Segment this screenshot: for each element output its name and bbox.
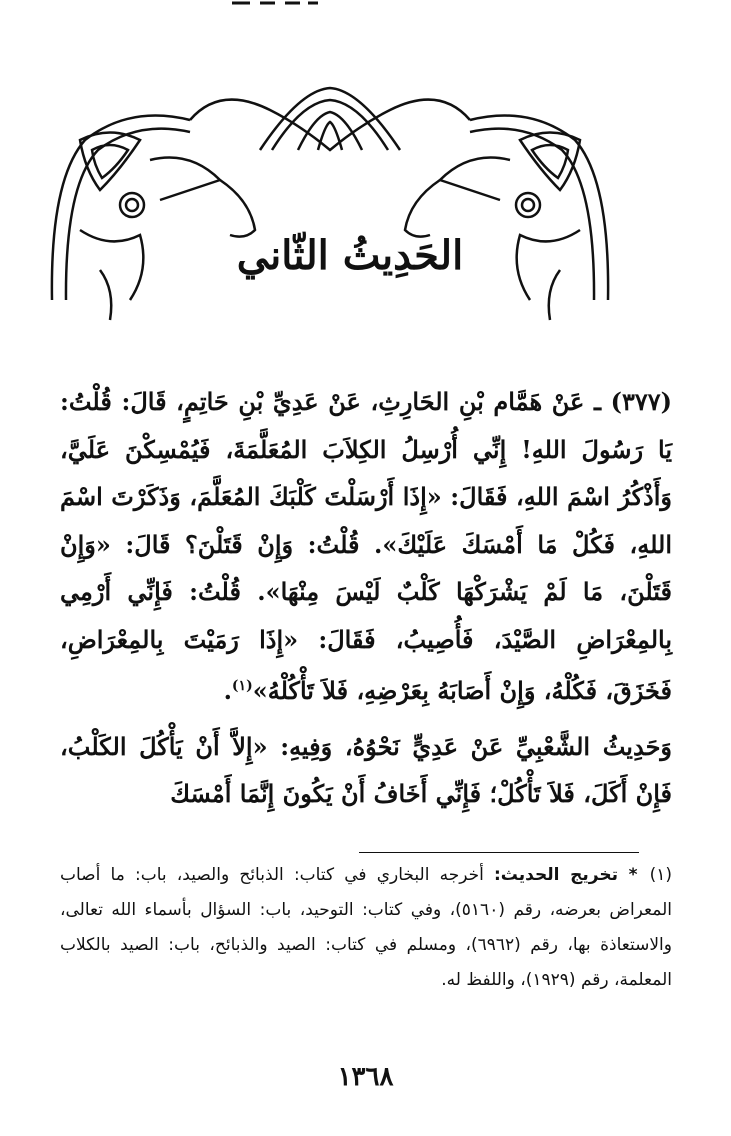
arabesque-frame-icon	[40, 70, 640, 330]
page-number: ١٣٦٨	[337, 1062, 394, 1092]
hadith-number: (٣٧٧)	[610, 387, 672, 416]
hadith-text: ـ عَنْ هَمَّام بْنِ الحَارِثِ، عَنْ عَدِيِّ بْنِ حَاتِمٍ، قَالَ: قُلْتُ: يَا رَسُولَ اللهِ! إِنِّي أُرْسِلُ الكِلاَبَ المُعَلَّمَةَ، فَيُمْسِكْنَ عَلَيَّ، وَأَذْكُرُ اسْمَ اللهِ، فَقَالَ: «إِذَا أَرْسَلْتَ كَلْبَكَ المُعَلَّمَ، وَذَكَرْتَ اسْمَ اللهِ، فَكُلْ مَا أَمْسَكَ عَلَيْكَ». قُلْتُ: وَإِنْ قَتَلْنَ؟ قَالَ: «وَإِنْ قَتَلْنَ، مَا لَمْ يَشْرَكْهَا كَلْبٌ لَيْسَ مِنْهَا». قُلْتُ: فَإِنِّي أَرْمِي بِالمِعْرَاضِ الصَّيْدَ، فَأُصِيبُ، فَقَالَ: «إِذَا رَمَيْتَ بِالمِعْرَاضِ، فَخَزَقَ، فَكُلْهُ، وَإِنْ أَصَابَهُ بِعَرْضِهِ، فَلاَ تَأْكُلْهُ»	[60, 387, 672, 705]
footnote-number: (١)	[649, 865, 672, 885]
footnote-heading: * تخريج الحديث:	[494, 865, 638, 885]
header-ornament	[40, 70, 640, 330]
hadith-paragraph	[60, 378, 672, 715]
footnote-reference: (١)	[231, 678, 253, 694]
footnote	[60, 858, 672, 998]
top-edge-mark	[230, 0, 320, 6]
footnote-divider	[359, 852, 639, 853]
chapter-title: الحَدِيثُ الثّاني	[236, 232, 464, 279]
hadith-body	[60, 378, 672, 818]
second-narration: وَحَدِيثُ الشَّعْبِيِّ عَنْ عَدِيٍّ نَحْوُهُ، وَفِيهِ: «إِلاَّ أَنْ يَأْكُلَ الكَلْبُ، فَإِنْ أَكَلَ، فَلاَ تَأْكُلْ؛ فَإِنِّي أَخَافُ أَنْ يَكُونَ إِنَّمَا أَمْسَكَ	[60, 731, 672, 808]
hadith-end: .	[223, 676, 232, 705]
footnote-text: أخرجه البخاري في كتاب: الذبائح والصيد، باب: ما أصاب المعراض بعرضه، رقم (٥١٦٠)، وفي كتاب: التوحيد، باب: السؤال بأسماء الله تعالى، والاستعاذة بها، رقم (٦٩٦٢)، ومسلم في كتاب: الصيد والذبائح، باب: الصيد بالكلاب المعلمة، رقم (١٩٢٩)، واللفظ له.	[60, 865, 672, 990]
